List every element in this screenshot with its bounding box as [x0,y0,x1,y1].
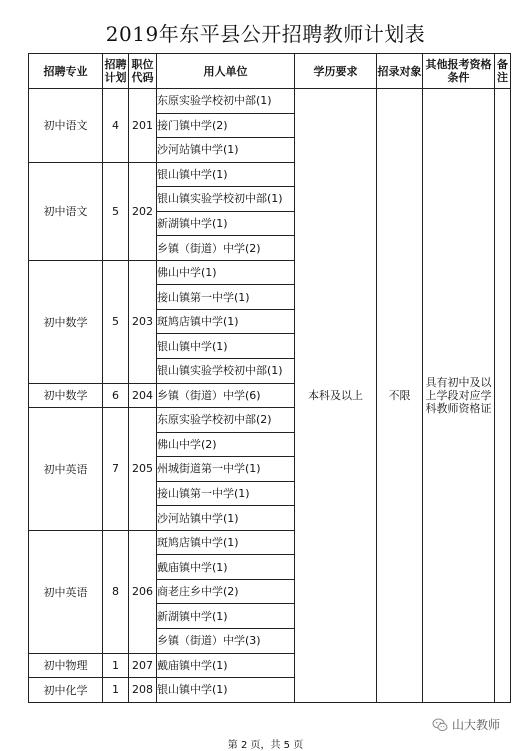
plan-cell: 5 [103,260,129,383]
header-education: 学历要求 [295,54,377,89]
major-cell: 初中语文 [29,162,103,260]
unit-cell: 新湖镇中学(1) [157,211,295,236]
plan-cell: 8 [103,530,129,653]
plan-cell: 1 [103,653,129,678]
education-cell: 本科及以上 [295,89,377,703]
unit-cell: 银山镇实验学校初中部(1) [157,187,295,212]
unit-cell: 银山镇实验学校初中部(1) [157,359,295,384]
header-target: 招录对象 [377,54,423,89]
plan-cell: 4 [103,89,129,163]
unit-cell: 接门镇中学(2) [157,113,295,138]
major-cell: 初中英语 [29,408,103,531]
remark-cell [495,89,511,703]
unit-cell: 州城街道第一中学(1) [157,457,295,482]
unit-cell: 佛山中学(2) [157,432,295,457]
major-cell: 初中化学 [29,678,103,703]
page-title: 2019年东平县公开招聘教师计划表 [105,22,426,46]
plan-cell: 5 [103,162,129,260]
plan-cell: 6 [103,383,129,408]
code-cell: 201 [129,89,157,163]
target-cell: 不限 [377,89,423,703]
unit-cell: 银山镇中学(1) [157,678,295,703]
code-cell: 203 [129,260,157,383]
plan-cell: 1 [103,678,129,703]
code-cell: 206 [129,530,157,653]
table-row [29,89,511,114]
watermark-text: 山大教师 [452,718,501,732]
table-header-row [29,54,511,89]
code-cell: 204 [129,383,157,408]
code-cell: 208 [129,678,157,703]
unit-cell: 戴庙镇中学(1) [157,653,295,678]
watermark [432,716,500,733]
major-cell: 初中物理 [29,653,103,678]
header-unit: 用人单位 [157,54,295,89]
major-cell: 初中语文 [29,89,103,163]
major-cell: 初中数学 [29,260,103,383]
unit-cell: 沙河站镇中学(1) [157,138,295,163]
unit-cell: 乡镇（街道）中学(2) [157,236,295,261]
unit-cell: 银山镇中学(1) [157,334,295,359]
unit-cell: 斑鸠店镇中学(1) [157,530,295,555]
unit-cell: 乡镇（街道）中学(3) [157,629,295,654]
major-cell: 初中数学 [29,383,103,408]
unit-cell: 戴庙镇中学(1) [157,555,295,580]
header-major: 招聘专业 [29,54,103,89]
header-plan: 招聘计划 [103,54,129,89]
header-remark: 备注 [495,54,511,89]
page-footer: 第 2 页，共 5 页 [227,740,304,751]
unit-cell: 新湖镇中学(1) [157,604,295,629]
major-cell: 初中英语 [29,530,103,653]
unit-cell: 沙河站镇中学(1) [157,506,295,531]
code-cell: 205 [129,408,157,531]
header-code: 职位代码 [129,54,157,89]
wechat-icon [432,717,448,733]
unit-cell: 东原实验学校初中部(2) [157,408,295,433]
unit-cell: 接山镇第一中学(1) [157,481,295,506]
header-other: 其他报考资格条件 [423,54,495,89]
recruitment-plan-table [28,53,511,703]
unit-cell: 乡镇（街道）中学(6) [157,383,295,408]
unit-cell: 银山镇中学(1) [157,162,295,187]
code-cell: 202 [129,162,157,260]
unit-cell: 斑鸠店镇中学(1) [157,309,295,334]
unit-cell: 商老庄乡中学(2) [157,579,295,604]
unit-cell: 接山镇第一中学(1) [157,285,295,310]
unit-cell: 东原实验学校初中部(1) [157,89,295,114]
other-requirements-cell: 具有初中及以上学段对应学科教师资格证 [423,89,495,703]
unit-cell: 佛山中学(1) [157,260,295,285]
code-cell: 207 [129,653,157,678]
plan-cell: 7 [103,408,129,531]
